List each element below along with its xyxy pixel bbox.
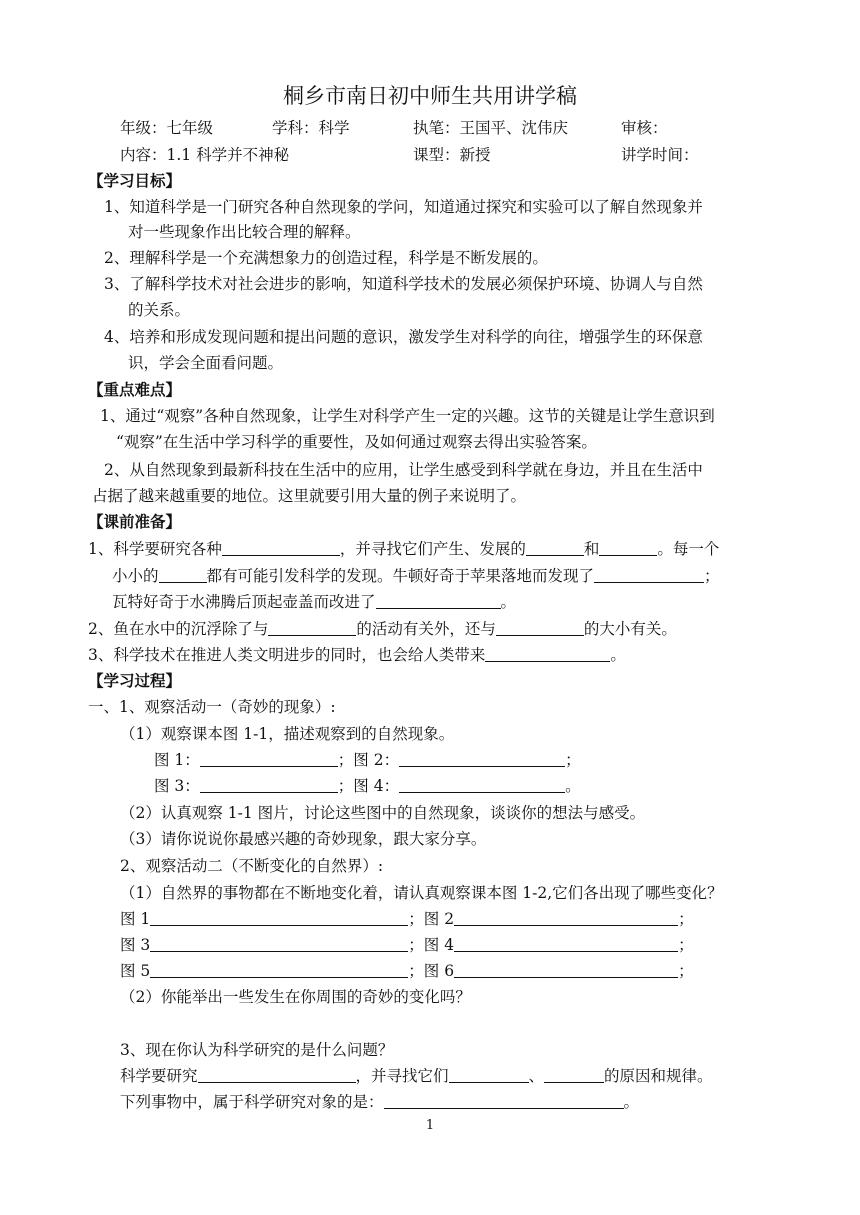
answer-blank[interactable] (222, 539, 340, 556)
keypoints-heading: 【重点难点】 (88, 380, 182, 399)
page-number: 1 (425, 1118, 435, 1133)
answer-blank[interactable] (159, 566, 207, 583)
process-heading: 【学习过程】 (88, 671, 182, 690)
answer-blank[interactable] (594, 566, 704, 583)
prep-heading: 【课前准备】 (88, 512, 182, 531)
answer-blank[interactable] (599, 539, 657, 556)
answer-blank[interactable] (449, 1066, 529, 1083)
goal-line: 识，学会全面看问题。 (128, 354, 284, 372)
section-3-line-1: 科学要研究 ，并寻找它们 、 的原因和规律。 (120, 1067, 713, 1085)
lesson-time-label: 讲学时间： (621, 146, 699, 164)
prep-line-3: 瓦特好奇于水沸腾后顶起壶盖而改进了 。 (112, 593, 517, 611)
goal-line: 2、理解科学是一个充满想象力的创造过程，科学是不断发展的。 (104, 249, 548, 267)
goal-line: 4、培养和形成发现问题和提出问题的意识，激发学生对科学的向往，增强学生的环保意 (104, 328, 703, 346)
question-line: （2）你能举出一些发生在你周围的奇妙的变化吗？ (120, 988, 471, 1006)
answer-blank[interactable] (454, 935, 678, 952)
question-line: （2）认真观察 1-1 图片，讨论这些图中的自然现象，谈谈你的想法与感受。 (120, 804, 646, 822)
activity-1-title: 一、1、观察活动一（奇妙的现象）: (88, 698, 336, 716)
answer-blank[interactable] (399, 750, 565, 767)
answer-blank[interactable] (526, 539, 584, 556)
grade-label: 年级：七年级 (120, 119, 214, 137)
keypoint-line: 占据了越来越重要的地位。这里就要引用大量的例子来说明了。 (92, 487, 527, 505)
answer-blank[interactable] (544, 1066, 604, 1083)
answer-blank[interactable] (454, 909, 678, 926)
keypoint-line: “观察”在生活中学习科学的重要性，及如何通过观察去得出实验答案。 (116, 433, 597, 451)
prep-line-1: 1、科学要研究各种 ，并寻找它们产生、发展的 和 。每一个 (88, 540, 720, 558)
lesson-type-label: 课型：新授 (413, 146, 491, 164)
goals-heading: 【学习目标】 (88, 171, 182, 190)
answer-blank[interactable] (150, 961, 408, 978)
answer-blank[interactable] (150, 909, 408, 926)
prep-line-4: 2、鱼在水中的沉浮除了与 的活动有关外，还与 的大小有关。 (88, 620, 677, 638)
answer-blank[interactable] (150, 935, 408, 952)
answer-blank[interactable] (198, 1066, 356, 1083)
goal-line: 的关系。 (128, 301, 191, 319)
goal-line: 1、知道科学是一门研究各种自然现象的学问，知道通过探究和实验可以了解自然现象并 (104, 198, 703, 216)
goal-line: 3、了解科学技术对社会进步的影响，知道科学技术的发展必须保护环境、协调人与自然 (104, 275, 703, 293)
figure-row: 图 1 ；图 2 ； (120, 910, 694, 928)
content-label: 内容：1.1 科学并不神秘 (120, 146, 290, 164)
answer-blank[interactable] (384, 1092, 624, 1109)
answer-blank[interactable] (485, 645, 610, 662)
author-label: 执笔：王国平、沈伟庆 (413, 119, 569, 137)
answer-blank[interactable] (268, 619, 356, 636)
question-line: （1）观察课本图 1-1，描述观察到的自然现象。 (120, 725, 455, 743)
keypoint-line: 2、从自然现象到最新科技在生活中的应用，让学生感受到科学就在身边，并且在生活中 (104, 461, 703, 479)
figure-row: 图 1： ；图 2： ； (154, 751, 581, 769)
answer-blank[interactable] (454, 961, 678, 978)
question-line: （1）自然界的事物都在不断地变化着，请认真观察课本图 1-2,它们各出现了哪些变化？ (120, 884, 723, 902)
figure-row: 图 3 ；图 4 ； (120, 936, 694, 954)
page-title: 桐乡市南日初中师生共用讲学稿 (283, 84, 577, 108)
prep-line-2: 小小的 都有可能引发科学的发现。牛顿好奇于苹果落地而发现了 ； (112, 567, 720, 585)
answer-blank[interactable] (496, 619, 584, 636)
figure-row: 图 5 ；图 6 ； (120, 962, 694, 980)
keypoint-line: 1、通过“观察”各种自然现象，让学生对科学产生一定的兴趣。这节的关键是让学生意识到 (100, 407, 715, 425)
figure-row: 图 3： ；图 4： 。 (154, 777, 581, 795)
prep-line-5: 3、科学技术在推进人类文明进步的同时，也会给人类带来 。 (88, 646, 626, 664)
answer-blank[interactable] (376, 592, 501, 609)
section-3-line-2: 下列事物中，属于科学研究对象的是： 。 (120, 1093, 640, 1111)
answer-blank[interactable] (200, 750, 338, 767)
subject-label: 学科：科学 (272, 119, 350, 137)
question-line: （3）请你说说你最感兴趣的奇妙现象，跟大家分享。 (120, 830, 487, 848)
review-label: 审核： (621, 119, 668, 137)
activity-2-title: 2、观察活动二（不断变化的自然界）: (120, 857, 384, 875)
section-3-title: 3、现在你认为科学研究的是什么问题？ (120, 1041, 394, 1059)
goal-line: 对一些现象作出比较合理的解释。 (128, 223, 361, 241)
answer-blank[interactable] (399, 776, 565, 793)
answer-blank[interactable] (200, 776, 338, 793)
